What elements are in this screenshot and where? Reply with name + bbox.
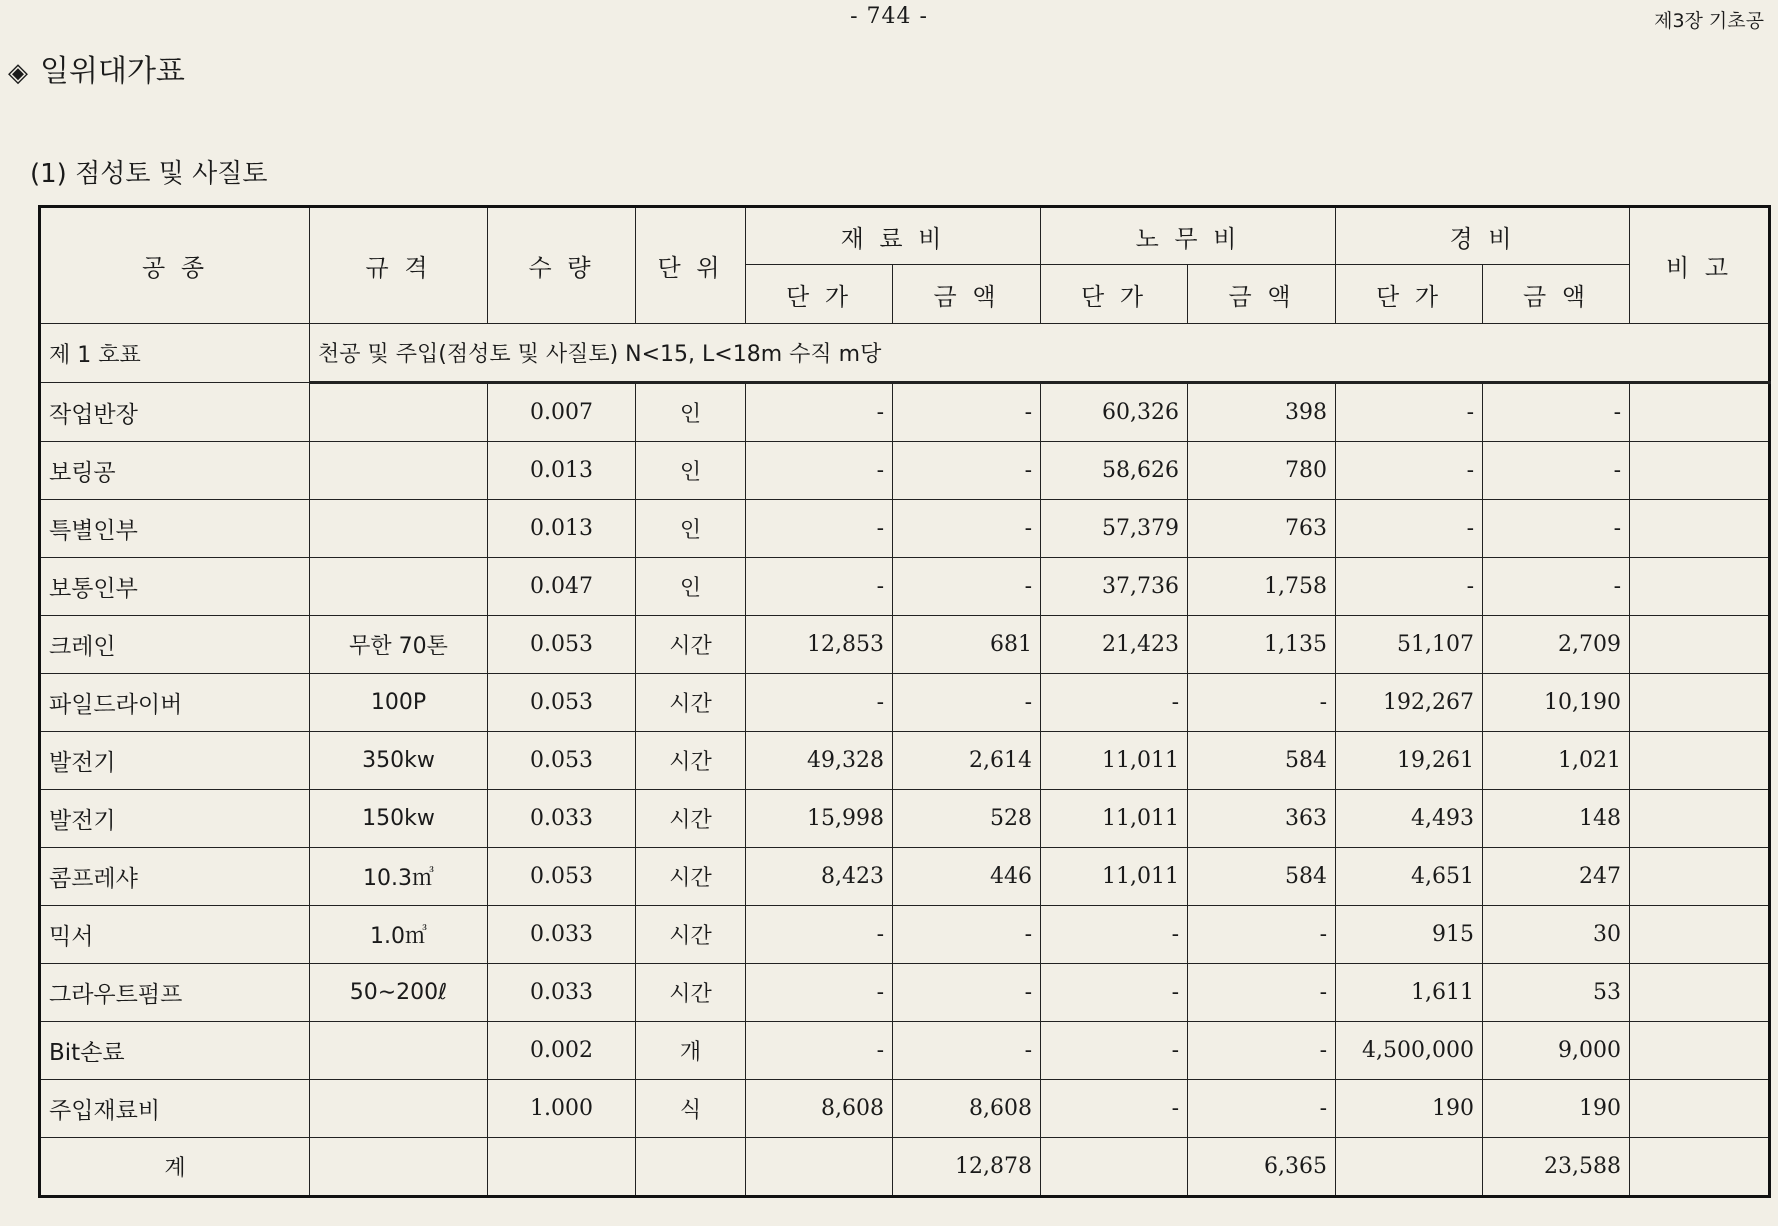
row-material-amount: 681 — [893, 616, 1041, 674]
table-row — [40, 383, 1770, 442]
row-item-name: 특별인부 — [40, 500, 310, 558]
row-spec — [310, 442, 488, 500]
row-material-unit-price: - — [746, 383, 893, 442]
row-labor-unit-price: 57,379 — [1041, 500, 1188, 558]
row-expense-unit-price: 190 — [1336, 1080, 1483, 1138]
row-unit: 인 — [636, 500, 746, 558]
total-material-amount: 12,878 — [893, 1138, 1041, 1197]
row-expense-amount: - — [1483, 442, 1630, 500]
row-expense-unit-price: - — [1336, 558, 1483, 616]
row-material-unit-price: 8,608 — [746, 1080, 893, 1138]
row-item-name: 작업반장 — [40, 383, 310, 442]
row-expense-unit-price: 4,500,000 — [1336, 1022, 1483, 1080]
table-row — [40, 500, 1770, 558]
total-material-unit-price — [746, 1138, 893, 1197]
ref-number: 제 1 호표 — [40, 324, 310, 383]
subsection-title: (1) 점성토 및 사질토 — [30, 159, 268, 189]
row-expense-unit-price: 192,267 — [1336, 674, 1483, 732]
header-spec: 규 격 — [310, 207, 488, 324]
row-expense-unit-price: 4,651 — [1336, 848, 1483, 906]
table-row — [40, 790, 1770, 848]
row-expense-amount: 9,000 — [1483, 1022, 1630, 1080]
table-row — [40, 442, 1770, 500]
row-labor-amount: 1,758 — [1188, 558, 1336, 616]
row-material-amount: - — [893, 1022, 1041, 1080]
header-labor: 노 무 비 — [1041, 207, 1336, 265]
table-row — [40, 1022, 1770, 1080]
row-unit: 시간 — [636, 732, 746, 790]
row-material-amount: - — [893, 383, 1041, 442]
row-material-unit-price: - — [746, 442, 893, 500]
row-quantity: 0.013 — [488, 442, 636, 500]
row-quantity: 0.002 — [488, 1022, 636, 1080]
row-spec — [310, 1022, 488, 1080]
row-labor-unit-price: 11,011 — [1041, 732, 1188, 790]
row-labor-amount: - — [1188, 1022, 1336, 1080]
row-labor-unit-price: - — [1041, 906, 1188, 964]
row-labor-unit-price: - — [1041, 674, 1188, 732]
row-spec — [310, 383, 488, 442]
row-expense-amount: - — [1483, 383, 1630, 442]
row-remarks — [1630, 616, 1770, 674]
row-expense-unit-price: 51,107 — [1336, 616, 1483, 674]
row-labor-amount: 763 — [1188, 500, 1336, 558]
table-row — [40, 558, 1770, 616]
row-expense-unit-price: 4,493 — [1336, 790, 1483, 848]
row-quantity: 0.033 — [488, 906, 636, 964]
total-quantity — [488, 1138, 636, 1197]
row-quantity: 0.047 — [488, 558, 636, 616]
header-material: 재 료 비 — [746, 207, 1041, 265]
row-expense-amount: 53 — [1483, 964, 1630, 1022]
row-material-unit-price: - — [746, 1022, 893, 1080]
row-unit: 개 — [636, 1022, 746, 1080]
row-item-name: 발전기 — [40, 790, 310, 848]
description-row — [40, 324, 1770, 383]
row-unit: 시간 — [636, 674, 746, 732]
row-unit: 시간 — [636, 906, 746, 964]
header-material-unit-price: 단 가 — [746, 265, 893, 324]
row-material-amount: 446 — [893, 848, 1041, 906]
row-spec: 350kw — [310, 732, 488, 790]
row-spec: 100P — [310, 674, 488, 732]
row-labor-amount: - — [1188, 674, 1336, 732]
total-remarks — [1630, 1138, 1770, 1197]
row-expense-amount: 1,021 — [1483, 732, 1630, 790]
row-material-unit-price: - — [746, 674, 893, 732]
row-remarks — [1630, 1022, 1770, 1080]
header-qty: 수 량 — [488, 207, 636, 324]
row-unit: 시간 — [636, 964, 746, 1022]
row-labor-amount: 363 — [1188, 790, 1336, 848]
total-labor-unit-price — [1041, 1138, 1188, 1197]
row-labor-amount: - — [1188, 1080, 1336, 1138]
row-material-amount: 8,608 — [893, 1080, 1041, 1138]
row-quantity: 1.000 — [488, 1080, 636, 1138]
row-remarks — [1630, 558, 1770, 616]
row-spec: 150kw — [310, 790, 488, 848]
row-item-name: Bit손료 — [40, 1022, 310, 1080]
header-unit: 단 위 — [636, 207, 746, 324]
header-expense: 경 비 — [1336, 207, 1630, 265]
total-label: 계 — [40, 1138, 310, 1197]
row-material-amount: - — [893, 442, 1041, 500]
row-expense-unit-price: 915 — [1336, 906, 1483, 964]
header-labor-unit-price: 단 가 — [1041, 265, 1188, 324]
row-quantity: 0.053 — [488, 674, 636, 732]
row-remarks — [1630, 500, 1770, 558]
row-item-name: 콤프레샤 — [40, 848, 310, 906]
row-item-name: 보통인부 — [40, 558, 310, 616]
row-spec: 1.0㎥ — [310, 906, 488, 964]
total-spec — [310, 1138, 488, 1197]
row-expense-unit-price: - — [1336, 383, 1483, 442]
row-labor-unit-price: - — [1041, 1022, 1188, 1080]
row-labor-amount: 780 — [1188, 442, 1336, 500]
row-expense-unit-price: - — [1336, 500, 1483, 558]
row-labor-unit-price: 11,011 — [1041, 790, 1188, 848]
row-labor-unit-price: 60,326 — [1041, 383, 1188, 442]
header-expense-amount: 금 액 — [1483, 265, 1630, 324]
row-remarks — [1630, 790, 1770, 848]
row-labor-unit-price: - — [1041, 964, 1188, 1022]
total-row — [40, 1138, 1770, 1197]
table-row — [40, 906, 1770, 964]
row-quantity: 0.033 — [488, 790, 636, 848]
row-spec: 50∼200ℓ — [310, 964, 488, 1022]
section-title-text: 일위대가표 — [40, 54, 185, 89]
row-unit: 인 — [636, 558, 746, 616]
header-remarks: 비 고 — [1630, 207, 1770, 324]
row-item-name: 크레인 — [40, 616, 310, 674]
table-row — [40, 616, 1770, 674]
row-labor-unit-price: 11,011 — [1041, 848, 1188, 906]
row-quantity: 0.053 — [488, 616, 636, 674]
row-remarks — [1630, 383, 1770, 442]
row-labor-unit-price: 21,423 — [1041, 616, 1188, 674]
row-remarks — [1630, 848, 1770, 906]
row-item-name: 그라우트펌프 — [40, 964, 310, 1022]
row-quantity: 0.013 — [488, 500, 636, 558]
row-quantity: 0.053 — [488, 732, 636, 790]
row-material-amount: - — [893, 906, 1041, 964]
row-material-unit-price: 8,423 — [746, 848, 893, 906]
row-labor-amount: 1,135 — [1188, 616, 1336, 674]
table-row — [40, 964, 1770, 1022]
header-row-1 — [40, 207, 1770, 265]
row-material-amount: - — [893, 558, 1041, 616]
row-expense-amount: 30 — [1483, 906, 1630, 964]
row-material-amount: - — [893, 964, 1041, 1022]
row-remarks — [1630, 732, 1770, 790]
chapter-label: 제3장 기초공 — [1654, 10, 1764, 32]
row-expense-amount: 247 — [1483, 848, 1630, 906]
row-labor-amount: - — [1188, 906, 1336, 964]
row-spec — [310, 558, 488, 616]
row-item-name: 보링공 — [40, 442, 310, 500]
row-expense-unit-price: - — [1336, 442, 1483, 500]
header-item: 공 종 — [40, 207, 310, 324]
row-labor-amount: 584 — [1188, 732, 1336, 790]
row-labor-unit-price: 58,626 — [1041, 442, 1188, 500]
row-spec: 10.3㎥ — [310, 848, 488, 906]
row-expense-amount: 2,709 — [1483, 616, 1630, 674]
row-material-unit-price: - — [746, 500, 893, 558]
row-labor-amount: - — [1188, 964, 1336, 1022]
row-expense-unit-price: 1,611 — [1336, 964, 1483, 1022]
total-expense-unit-price — [1336, 1138, 1483, 1197]
row-expense-amount: 148 — [1483, 790, 1630, 848]
section-title — [8, 46, 185, 90]
table-row — [40, 732, 1770, 790]
row-unit: 시간 — [636, 616, 746, 674]
row-remarks — [1630, 964, 1770, 1022]
row-material-unit-price: 49,328 — [746, 732, 893, 790]
row-item-name: 믹서 — [40, 906, 310, 964]
row-spec — [310, 1080, 488, 1138]
row-expense-amount: - — [1483, 558, 1630, 616]
row-expense-unit-price: 19,261 — [1336, 732, 1483, 790]
row-quantity: 0.007 — [488, 383, 636, 442]
total-expense-amount: 23,588 — [1483, 1138, 1630, 1197]
row-material-unit-price: - — [746, 906, 893, 964]
row-item-name: 파일드라이버 — [40, 674, 310, 732]
row-spec — [310, 500, 488, 558]
table-row — [40, 674, 1770, 732]
row-material-amount: 2,614 — [893, 732, 1041, 790]
row-unit: 인 — [636, 383, 746, 442]
row-quantity: 0.053 — [488, 848, 636, 906]
row-material-unit-price: - — [746, 964, 893, 1022]
table-row — [40, 848, 1770, 906]
row-remarks — [1630, 1080, 1770, 1138]
row-quantity: 0.033 — [488, 964, 636, 1022]
row-unit: 시간 — [636, 790, 746, 848]
row-labor-unit-price: 37,736 — [1041, 558, 1188, 616]
row-material-unit-price: 15,998 — [746, 790, 893, 848]
row-unit: 인 — [636, 442, 746, 500]
total-labor-amount: 6,365 — [1188, 1138, 1336, 1197]
row-remarks — [1630, 906, 1770, 964]
header-labor-amount: 금 액 — [1188, 265, 1336, 324]
row-material-amount: 528 — [893, 790, 1041, 848]
header-expense-unit-price: 단 가 — [1336, 265, 1483, 324]
row-unit: 식 — [636, 1080, 746, 1138]
row-labor-amount: 398 — [1188, 383, 1336, 442]
row-remarks — [1630, 442, 1770, 500]
row-remarks — [1630, 674, 1770, 732]
row-material-amount: - — [893, 674, 1041, 732]
row-spec: 무한 70톤 — [310, 616, 488, 674]
row-material-amount: - — [893, 500, 1041, 558]
row-expense-amount: 10,190 — [1483, 674, 1630, 732]
row-unit: 시간 — [636, 848, 746, 906]
row-material-unit-price: - — [746, 558, 893, 616]
row-labor-unit-price: - — [1041, 1080, 1188, 1138]
row-expense-amount: - — [1483, 500, 1630, 558]
work-description: 천공 및 주입(점성토 및 사질토) N<15, L<18m 수직 m당 — [310, 324, 1770, 383]
row-material-unit-price: 12,853 — [746, 616, 893, 674]
total-unit — [636, 1138, 746, 1197]
row-expense-amount: 190 — [1483, 1080, 1630, 1138]
row-item-name: 주입재료비 — [40, 1080, 310, 1138]
diamond-bullet-icon: ◈ — [8, 58, 28, 88]
row-item-name: 발전기 — [40, 732, 310, 790]
header-material-amount: 금 액 — [893, 265, 1041, 324]
table-row — [40, 1080, 1770, 1138]
unit-cost-table — [38, 205, 1771, 1198]
page-number: - 744 - — [850, 4, 928, 29]
row-labor-amount: 584 — [1188, 848, 1336, 906]
